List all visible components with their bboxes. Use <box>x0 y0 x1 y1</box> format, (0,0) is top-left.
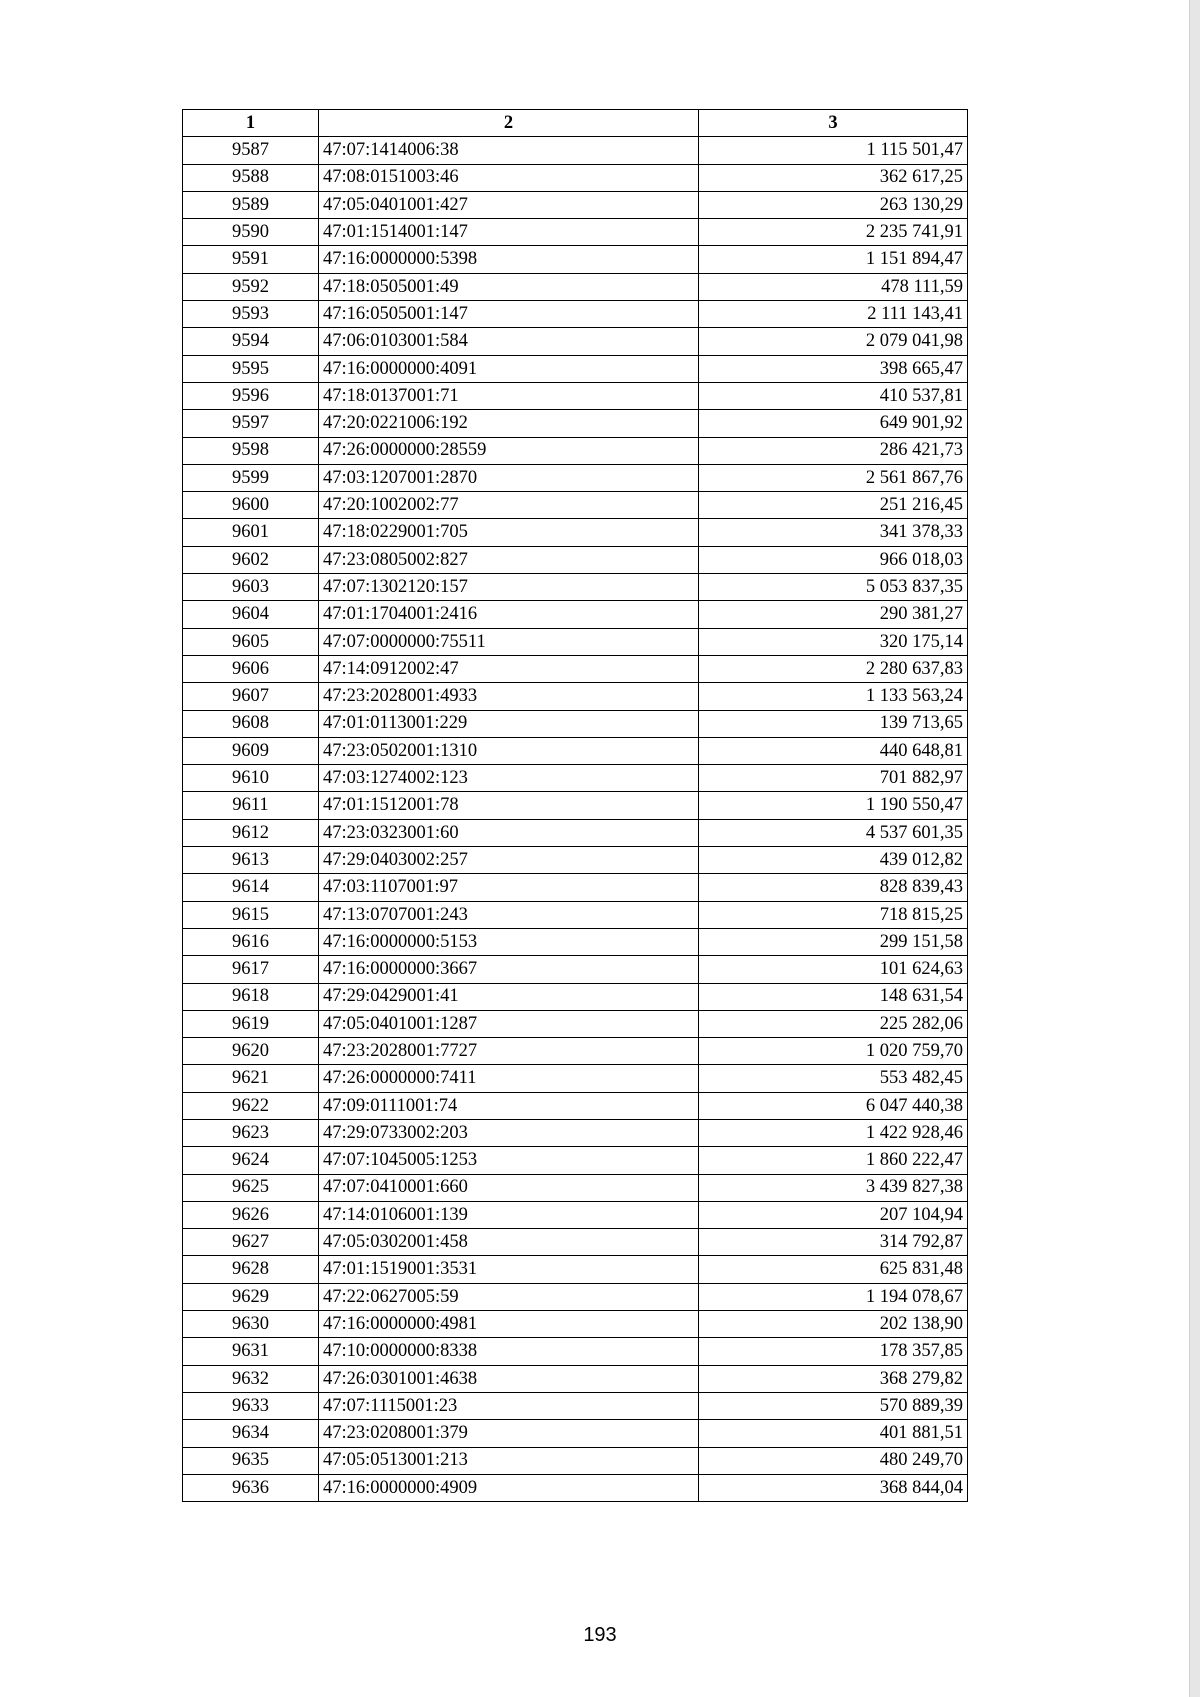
table-row <box>183 1092 968 1119</box>
row-number: 9596 <box>183 382 319 409</box>
cadastral-number: 47:16:0000000:3667 <box>319 956 699 983</box>
cadastral-number: 47:18:0137001:71 <box>319 382 699 409</box>
cadastral-number: 47:26:0000000:7411 <box>319 1065 699 1092</box>
table-row <box>183 1283 968 1310</box>
cadastral-value: 1 115 501,47 <box>699 137 968 164</box>
cadastral-value: 828 839,43 <box>699 874 968 901</box>
page-edge <box>1189 0 1200 1697</box>
cadastral-value: 2 111 143,41 <box>699 301 968 328</box>
row-number: 9590 <box>183 219 319 246</box>
table-row <box>183 792 968 819</box>
row-number: 9600 <box>183 492 319 519</box>
cadastral-number: 47:18:0505001:49 <box>319 273 699 300</box>
header-row <box>183 110 968 137</box>
cadastral-number: 47:07:1045005:1253 <box>319 1147 699 1174</box>
cadastral-number: 47:01:1512001:78 <box>319 792 699 819</box>
cadastral-value: 5 053 837,35 <box>699 574 968 601</box>
table-row <box>183 1420 968 1447</box>
cadastral-value: 368 279,82 <box>699 1365 968 1392</box>
cadastral-value: 1 190 550,47 <box>699 792 968 819</box>
row-number: 9611 <box>183 792 319 819</box>
cadastral-number: 47:07:0000000:75511 <box>319 628 699 655</box>
table-row <box>183 655 968 682</box>
row-number: 9633 <box>183 1392 319 1419</box>
cadastral-value: 362 617,25 <box>699 164 968 191</box>
cadastral-number: 47:03:1207001:2870 <box>319 464 699 491</box>
cadastral-number: 47:23:2028001:4933 <box>319 683 699 710</box>
cadastral-number: 47:20:1002002:77 <box>319 492 699 519</box>
cadastral-value: 178 357,85 <box>699 1338 968 1365</box>
cadastral-value: 1 422 928,46 <box>699 1119 968 1146</box>
cadastral-number: 47:16:0000000:4981 <box>319 1311 699 1338</box>
row-number: 9619 <box>183 1010 319 1037</box>
table-header <box>183 110 968 137</box>
cadastral-value: 2 079 041,98 <box>699 328 968 355</box>
table-row <box>183 737 968 764</box>
row-number: 9627 <box>183 1229 319 1256</box>
table-row <box>183 1474 968 1501</box>
table-row <box>183 273 968 300</box>
cadastral-value: 1 194 078,67 <box>699 1283 968 1310</box>
row-number: 9621 <box>183 1065 319 1092</box>
cadastral-value: 649 901,92 <box>699 410 968 437</box>
row-number: 9595 <box>183 355 319 382</box>
cadastral-value: 1 860 222,47 <box>699 1147 968 1174</box>
row-number: 9591 <box>183 246 319 273</box>
row-number: 9614 <box>183 874 319 901</box>
cadastral-number: 47:29:0733002:203 <box>319 1119 699 1146</box>
cadastral-number: 47:29:0403002:257 <box>319 847 699 874</box>
table-row <box>183 137 968 164</box>
table-row <box>183 519 968 546</box>
page-number: 193 <box>583 1624 617 1646</box>
header-col-1: 1 <box>183 110 319 137</box>
row-number: 9604 <box>183 601 319 628</box>
cadastral-value: 718 815,25 <box>699 901 968 928</box>
cadastral-number: 47:23:0323001:60 <box>319 819 699 846</box>
row-number: 9612 <box>183 819 319 846</box>
cadastral-value: 410 537,81 <box>699 382 968 409</box>
cadastral-number: 47:16:0505001:147 <box>319 301 699 328</box>
row-number: 9592 <box>183 273 319 300</box>
row-number: 9606 <box>183 655 319 682</box>
cadastral-number: 47:07:1414006:38 <box>319 137 699 164</box>
row-number: 9635 <box>183 1447 319 1474</box>
table-row <box>183 1010 968 1037</box>
row-number: 9617 <box>183 956 319 983</box>
cadastral-number: 47:16:0000000:5153 <box>319 928 699 955</box>
row-number: 9615 <box>183 901 319 928</box>
cadastral-value: 4 537 601,35 <box>699 819 968 846</box>
cadastral-number: 47:07:1302120:157 <box>319 574 699 601</box>
table-row <box>183 1229 968 1256</box>
table-row <box>183 1311 968 1338</box>
cadastral-value: 286 421,73 <box>699 437 968 464</box>
row-number: 9598 <box>183 437 319 464</box>
table-row <box>183 355 968 382</box>
header-col-2: 2 <box>319 110 699 137</box>
row-number: 9599 <box>183 464 319 491</box>
cadastral-value: 2 561 867,76 <box>699 464 968 491</box>
row-number: 9589 <box>183 191 319 218</box>
cadastral-value: 139 713,65 <box>699 710 968 737</box>
table-row <box>183 1174 968 1201</box>
cadastral-number: 47:03:1107001:97 <box>319 874 699 901</box>
table-row <box>183 492 968 519</box>
cadastral-value: 440 648,81 <box>699 737 968 764</box>
cadastral-value: 701 882,97 <box>699 765 968 792</box>
table-body <box>183 137 968 1502</box>
cadastral-value: 101 624,63 <box>699 956 968 983</box>
table-row <box>183 847 968 874</box>
table-row <box>183 1065 968 1092</box>
table-row <box>183 1038 968 1065</box>
cadastral-number: 47:26:0301001:4638 <box>319 1365 699 1392</box>
row-number: 9588 <box>183 164 319 191</box>
cadastral-value: 207 104,94 <box>699 1201 968 1228</box>
row-number: 9594 <box>183 328 319 355</box>
cadastral-value: 290 381,27 <box>699 601 968 628</box>
cadastral-number: 47:16:0000000:4909 <box>319 1474 699 1501</box>
cadastral-value: 148 631,54 <box>699 983 968 1010</box>
header-col-3: 3 <box>699 110 968 137</box>
cadastral-value: 570 889,39 <box>699 1392 968 1419</box>
cadastral-value: 480 249,70 <box>699 1447 968 1474</box>
cadastral-number: 47:07:0410001:660 <box>319 1174 699 1201</box>
row-number: 9608 <box>183 710 319 737</box>
cadastral-number: 47:18:0229001:705 <box>319 519 699 546</box>
row-number: 9603 <box>183 574 319 601</box>
cadastral-number: 47:23:2028001:7727 <box>319 1038 699 1065</box>
table-row <box>183 382 968 409</box>
table-row <box>183 191 968 218</box>
row-number: 9636 <box>183 1474 319 1501</box>
table-row <box>183 1447 968 1474</box>
row-number: 9593 <box>183 301 319 328</box>
row-number: 9613 <box>183 847 319 874</box>
table-row <box>183 683 968 710</box>
row-number: 9624 <box>183 1147 319 1174</box>
cadastral-number: 47:14:0106001:139 <box>319 1201 699 1228</box>
cadastral-value: 1 151 894,47 <box>699 246 968 273</box>
row-number: 9620 <box>183 1038 319 1065</box>
table-row <box>183 628 968 655</box>
table-row <box>183 1147 968 1174</box>
table-row <box>183 246 968 273</box>
cadastral-value: 2 235 741,91 <box>699 219 968 246</box>
table-row <box>183 1201 968 1228</box>
cadastral-value: 1 020 759,70 <box>699 1038 968 1065</box>
table-row <box>183 164 968 191</box>
cadastral-number: 47:01:1704001:2416 <box>319 601 699 628</box>
cadastral-number: 47:06:0103001:584 <box>319 328 699 355</box>
table-row <box>183 956 968 983</box>
cadastral-number: 47:05:0401001:1287 <box>319 1010 699 1037</box>
cadastral-number: 47:14:0912002:47 <box>319 655 699 682</box>
cadastral-number: 47:09:0111001:74 <box>319 1092 699 1119</box>
cadastral-number: 47:23:0208001:379 <box>319 1420 699 1447</box>
cadastral-value: 202 138,90 <box>699 1311 968 1338</box>
cadastral-number: 47:05:0401001:427 <box>319 191 699 218</box>
cadastral-number: 47:10:0000000:8338 <box>319 1338 699 1365</box>
row-number: 9625 <box>183 1174 319 1201</box>
row-number: 9618 <box>183 983 319 1010</box>
table-row <box>183 219 968 246</box>
row-number: 9610 <box>183 765 319 792</box>
cadastral-number: 47:01:0113001:229 <box>319 710 699 737</box>
cadastral-number: 47:29:0429001:41 <box>319 983 699 1010</box>
cadastral-value: 625 831,48 <box>699 1256 968 1283</box>
row-number: 9622 <box>183 1092 319 1119</box>
cadastral-number: 47:05:0513001:213 <box>319 1447 699 1474</box>
cadastral-value: 1 133 563,24 <box>699 683 968 710</box>
row-number: 9607 <box>183 683 319 710</box>
cadastral-value: 314 792,87 <box>699 1229 968 1256</box>
cadastral-value: 398 665,47 <box>699 355 968 382</box>
row-number: 9602 <box>183 546 319 573</box>
cadastral-number: 47:08:0151003:46 <box>319 164 699 191</box>
cadastral-value: 320 175,14 <box>699 628 968 655</box>
row-number: 9626 <box>183 1201 319 1228</box>
table-row <box>183 901 968 928</box>
row-number: 9616 <box>183 928 319 955</box>
cadastral-value: 341 378,33 <box>699 519 968 546</box>
cadastral-number: 47:01:1514001:147 <box>319 219 699 246</box>
table-row <box>183 1365 968 1392</box>
row-number: 9628 <box>183 1256 319 1283</box>
table-row <box>183 464 968 491</box>
cadastral-number: 47:22:0627005:59 <box>319 1283 699 1310</box>
cadastral-value: 263 130,29 <box>699 191 968 218</box>
table-row <box>183 601 968 628</box>
table-row <box>183 437 968 464</box>
cadastral-number: 47:16:0000000:4091 <box>319 355 699 382</box>
cadastral-number: 47:23:0502001:1310 <box>319 737 699 764</box>
cadastral-value: 966 018,03 <box>699 546 968 573</box>
row-number: 9631 <box>183 1338 319 1365</box>
cadastral-number: 47:07:1115001:23 <box>319 1392 699 1419</box>
cadastral-value: 6 047 440,38 <box>699 1092 968 1119</box>
cadastral-value: 251 216,45 <box>699 492 968 519</box>
cadastral-number: 47:16:0000000:5398 <box>319 246 699 273</box>
table-row <box>183 1392 968 1419</box>
table-row <box>183 1119 968 1146</box>
table-row <box>183 546 968 573</box>
cadastral-value: 401 881,51 <box>699 1420 968 1447</box>
cadastral-number: 47:03:1274002:123 <box>319 765 699 792</box>
row-number: 9630 <box>183 1311 319 1338</box>
table-row <box>183 765 968 792</box>
row-number: 9601 <box>183 519 319 546</box>
cadastral-number: 47:13:0707001:243 <box>319 901 699 928</box>
row-number: 9609 <box>183 737 319 764</box>
row-number: 9634 <box>183 1420 319 1447</box>
row-number: 9632 <box>183 1365 319 1392</box>
cadastral-value: 478 111,59 <box>699 273 968 300</box>
table-row <box>183 874 968 901</box>
table-row <box>183 301 968 328</box>
table-row <box>183 819 968 846</box>
row-number: 9629 <box>183 1283 319 1310</box>
cadastral-number: 47:23:0805002:827 <box>319 546 699 573</box>
table-row <box>183 1338 968 1365</box>
row-number: 9605 <box>183 628 319 655</box>
cadastral-value: 299 151,58 <box>699 928 968 955</box>
cadastral-number: 47:01:1519001:3531 <box>319 1256 699 1283</box>
row-number: 9587 <box>183 137 319 164</box>
row-number: 9597 <box>183 410 319 437</box>
table-row <box>183 328 968 355</box>
cadastral-number: 47:05:0302001:458 <box>319 1229 699 1256</box>
table-row <box>183 983 968 1010</box>
table-row <box>183 928 968 955</box>
cadastral-value: 3 439 827,38 <box>699 1174 968 1201</box>
table-row <box>183 574 968 601</box>
table-row <box>183 710 968 737</box>
cadastral-number: 47:26:0000000:28559 <box>319 437 699 464</box>
cadastral-value: 553 482,45 <box>699 1065 968 1092</box>
cadastral-value: 439 012,82 <box>699 847 968 874</box>
table-row <box>183 1256 968 1283</box>
cadastral-value: 225 282,06 <box>699 1010 968 1037</box>
registry-table <box>182 109 968 1502</box>
cadastral-value: 368 844,04 <box>699 1474 968 1501</box>
cadastral-value: 2 280 637,83 <box>699 655 968 682</box>
row-number: 9623 <box>183 1119 319 1146</box>
table-row <box>183 410 968 437</box>
cadastral-number: 47:20:0221006:192 <box>319 410 699 437</box>
